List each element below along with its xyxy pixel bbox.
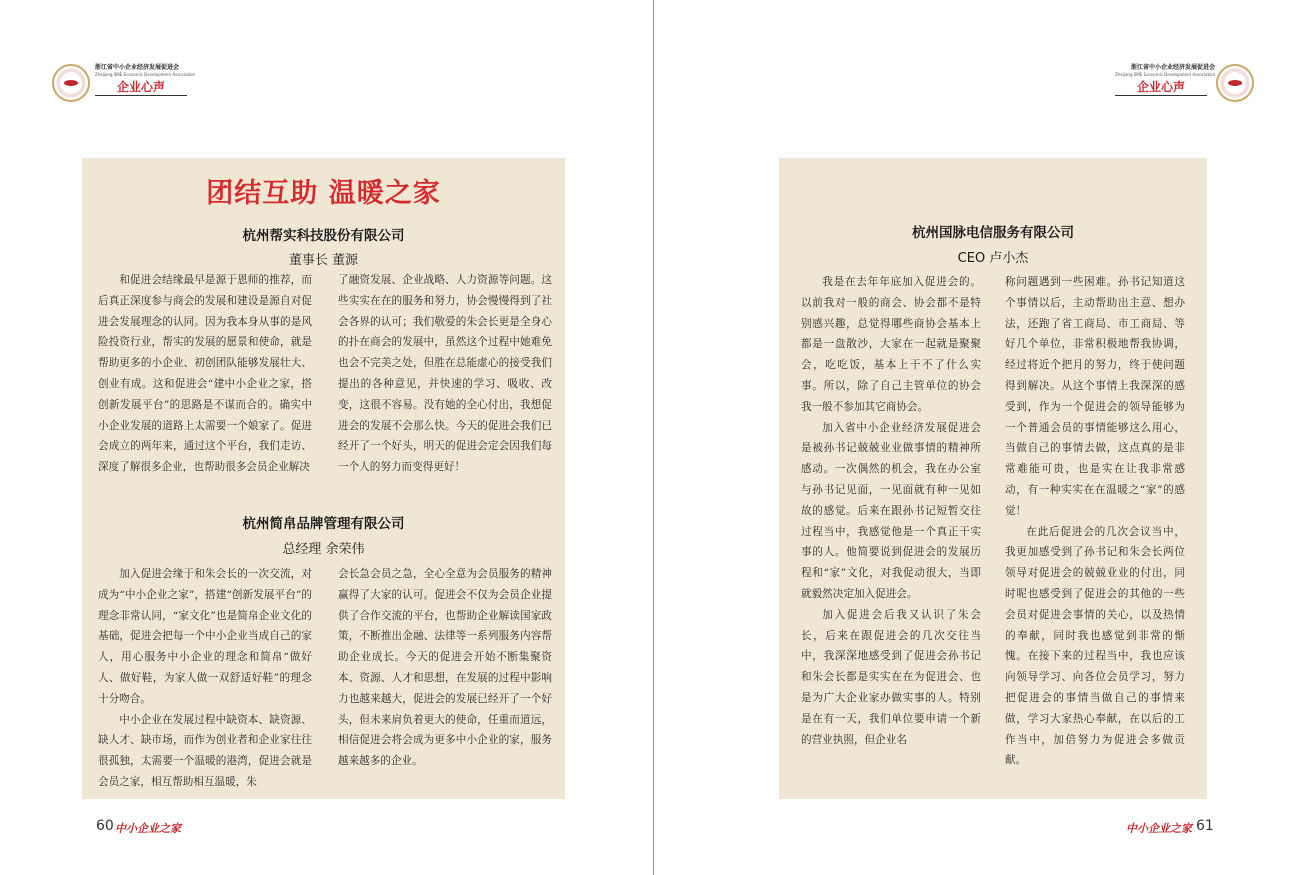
section-label: 企业心声: [95, 80, 187, 96]
magazine-name-left: 中小企业之家: [115, 822, 181, 835]
person-title: 总经理 余荣伟: [282, 542, 365, 557]
magazine-name-right: 中小企业之家: [1126, 822, 1192, 835]
person-title: CEO 卢小杰: [957, 251, 1029, 266]
paragraph: 加入省中小企业经济发展促进会是被孙书记兢兢业业做事情的精神所感动。一次偶然的机会，我在办公室与孙书记见面，一见面就有种一见如故的感觉。后来在跟孙书记短暂交往过程当中，我感觉他是一个真正干实事的人。他简要说到促进会的发展历程和“家”文化，对我促动很大，当即就毅然决定加入促进会。: [801, 421, 981, 600]
article-title: 团结互助 温暖之家: [206, 178, 441, 209]
company-name: 杭州简帛品牌管理有限公司: [242, 516, 405, 532]
header-text: [95, 64, 195, 96]
org-name-cn: 浙江省中小企业经济发展促进会: [1130, 64, 1215, 71]
org-name-en: Zhejiang SME Economic Development Association: [95, 72, 196, 77]
article2-column-2: [338, 564, 552, 792]
paragraph: 会长急会员之急，全心全意为会员服务的精神赢得了大家的认可。促进会不仅为会员企业提供了合作交流的平台，也帮助企业解读国家政策，不断推出金融、法律等一系列服务内容帮助企业成长。今天的促进会开始不断集聚资本、资源、人才和思想，在发展的过程中影响力也越来越大，促进会的发展已经开了一个好头，但未来肩负着更大的使命，任重而道远，相信促进会将会成为更多中小企业的家，服务越来越多的企业。: [338, 568, 552, 768]
paragraph: 在此后促进会的几次会议当中，我更加感受到了孙书记和朱会长两位领导对促进会的兢兢业业的付出，同时呢也感受到了促进会的其他的一些会员对促进会事情的关心，以及热情的奉献，同时我也感觉到非常的惭愧。在接下来的过程当中，我也应该向领导学习、向各位会员学习，努力把促进会的事情当做自己的事情来做，学习大家热心奉献，在以后的工作当中，加倍努力为促进会多做贡献。: [1005, 525, 1185, 767]
company-name: 杭州国脉电信服务有限公司: [912, 225, 1074, 241]
header-text: [1115, 64, 1215, 96]
association-seal-icon: [1216, 64, 1254, 102]
association-seal-icon: [52, 64, 90, 102]
org-name-en: Zhejiang SME Economic Development Association: [1115, 72, 1216, 77]
article1-column-2: [338, 270, 552, 500]
page-number-right: 61: [1196, 818, 1214, 834]
article1-column-1: [98, 270, 312, 500]
page-number-left: 60: [96, 818, 114, 834]
paragraph: 中小企业在发展过程中缺资本、缺资源、缺人才、缺市场，而作为创业者和企业家往往很孤独，太需要一个温暖的港湾，促进会就是会员之家，相互帮助相互温暖，朱: [98, 713, 312, 788]
company-name: 杭州帮实科技股份有限公司: [242, 228, 405, 244]
paragraph: 加入促进会后我又认识了朱会长，后来在跟促进会的几次交往当中，我深深地感受到了促进会孙书记和朱会长都是实实在在为促进会、也是为广大企业家办做实事的人。特别是在有一天，我们单位要申请一个新的营业执照，但企业名: [801, 608, 981, 746]
left-article-panel: [82, 158, 565, 799]
org-name-cn: 浙江省中小企业经济发展促进会: [95, 64, 180, 71]
paragraph: 了融资发展、企业战略、人力资源等问题。这些实实在在的服务和努力，协会慢慢得到了社会各界的认可；我们敬爱的朱会长更是全身心的扑在商会的发展中，虽然这个过程中她难免也会不完美之处，但胜在总能虚心的接受我们提出的各种意见，并快速的学习、吸收、改变，这很不容易。没有她的全心付出，我想促进会的发展不会那么快。今天的促进会我们已经开了一个好头，明天的促进会定会因我们每一个人的努力而变得更好！: [338, 274, 552, 474]
paragraph: 加入促进会缘于和朱会长的一次交流，对成为“中小企业之家”，搭建“创新发展平台”的理念非常认同，“家文化”也是简帛企业文化的基础，促进会把每一个中小企业当成自己的家人，用心服务中小企业的理念和简帛“做好人、做好鞋，为家人做一双舒适好鞋”的理念十分吻合。: [98, 568, 312, 705]
person-title: 董事长 董源: [288, 253, 359, 268]
right-article-panel: [779, 158, 1207, 799]
right-column-2: [1005, 272, 1185, 792]
paragraph: 和促进会结缘最早是源于恩师的推荐，而后真正深度参与商会的发展和建设是源自对促进会发展理念的认同。因为我本身从事的是风险投资行业，帮实的发展的愿景和使命，就是帮助更多的小企业、初创团队能够发展壮大、创业有成。这和促进会“建中小企业之家，搭创新发展平台”的思路是不谋而合的。确实中小企业发展的道路上太需要一个娘家了。促进会成立的两年来，通过这个平台，我们走访、深度了解很多企业，也帮助很多会员企业解决: [98, 274, 312, 474]
paragraph: 我是在去年年底加入促进会的。以前我对一般的商会、协会都不是特别感兴趣，总觉得哪些商协会基本上都是一盘散沙，大家在一起就是聚聚会，吃吃饭，基本上干不了什么实事。所以，除了自己主管单位的协会我一般不参加其它商协会。: [801, 276, 981, 413]
article2-column-1: [98, 564, 312, 792]
right-column-1: [801, 272, 981, 792]
section-label: 企业心声: [1115, 80, 1207, 96]
page-spine: [653, 0, 654, 875]
paragraph: 称问题遇到一些困难。孙书记知道这个事情以后，主动帮助出主意、想办法，还跑了省工商局、市工商局、等好几个单位，非常积极地帮我协调，经过将近个把月的努力，终于使问题得到解决。从这个事情上我深深的感受到，作为一个促进会的领导能够为一个普通会员的事情能够这么用心，当做自己的事情去做，这点真的是非常难能可贵，也是实在让我非常感动，有一种实实在在温暖之“家”的感觉！: [1005, 276, 1185, 517]
